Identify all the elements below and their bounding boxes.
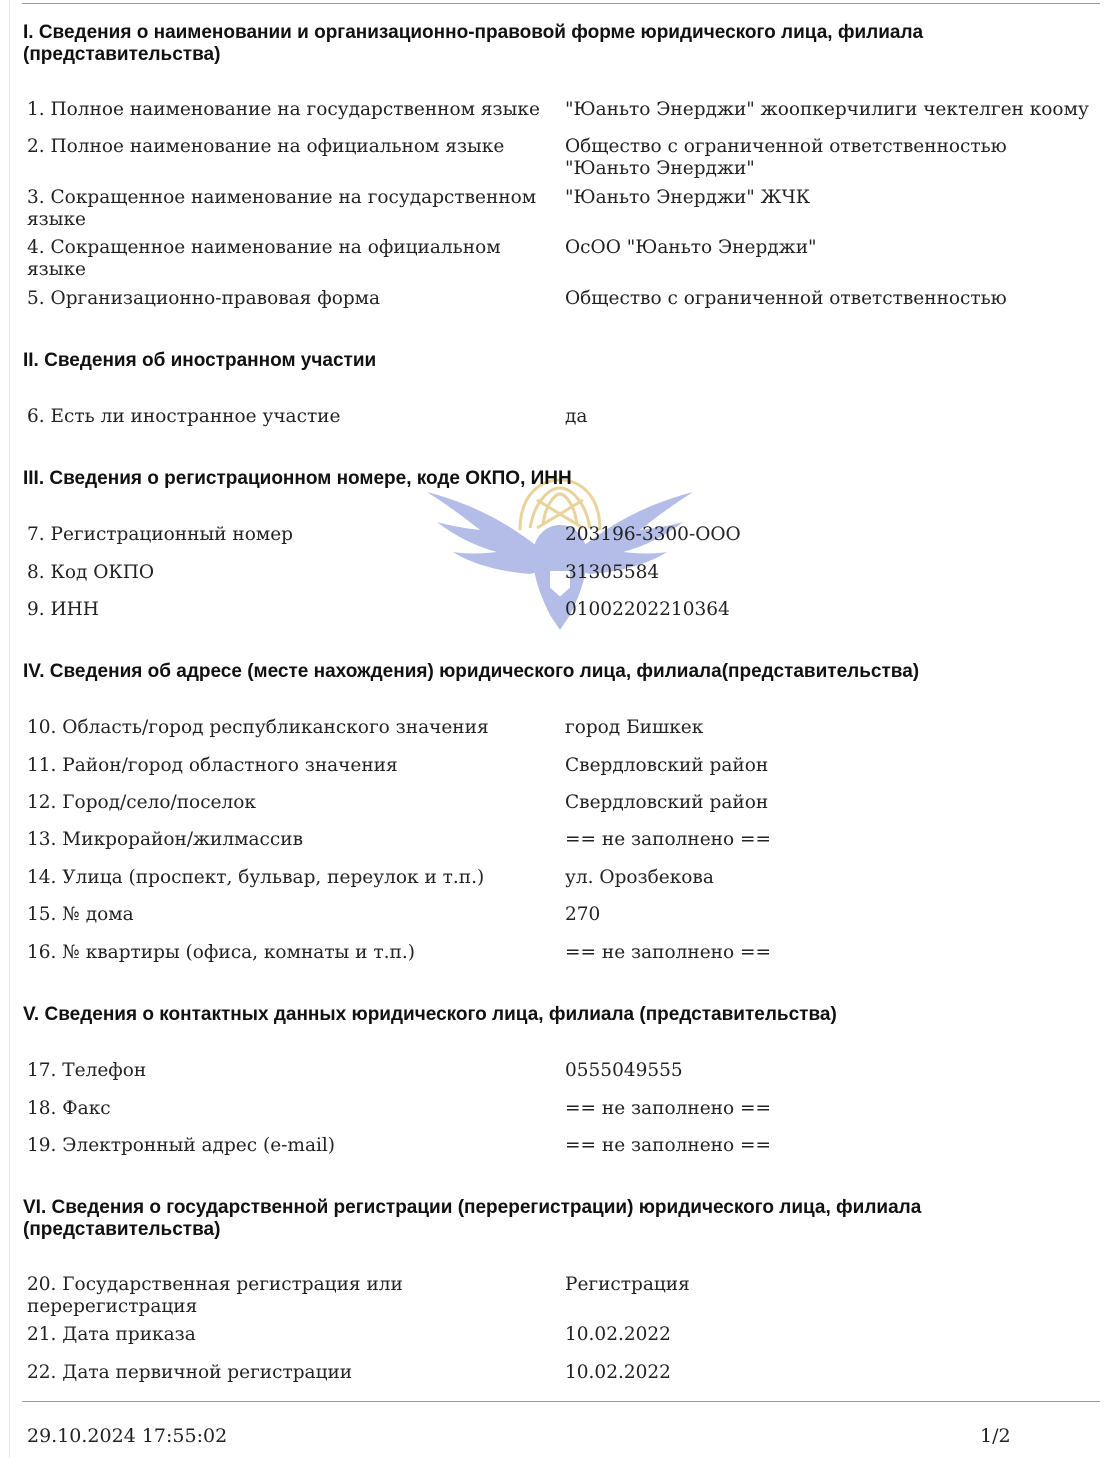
field-label: 3. Сокращенное наименование на государственном языке xyxy=(27,187,537,230)
field-value: ул. Орозбекова xyxy=(565,867,714,888)
footer-rule xyxy=(22,1401,1100,1402)
top-rule xyxy=(22,3,1100,4)
field-value: == не заполнено == xyxy=(565,1135,772,1156)
print-datetime: 29.10.2024 17:55:02 xyxy=(27,1425,228,1447)
page-number: 1/2 xyxy=(980,1425,1011,1447)
section-heading-5: V. Сведения о контактных данных юридического лица, филиала (представительства) xyxy=(23,1004,837,1025)
field-label: 9. ИНН xyxy=(27,599,99,620)
field-label: 22. Дата первичной регистрации xyxy=(27,1362,353,1383)
field-value: "Юаньто Энерджи" жоопкерчилиги чектелген коому xyxy=(565,99,1089,120)
field-label: 13. Микрорайон/жилмассив xyxy=(27,829,304,850)
section-heading-2: II. Сведения об иностранном участии xyxy=(23,350,377,371)
field-value: 203196-3300-ООО xyxy=(565,524,741,545)
field-value: == не заполнено == xyxy=(565,1098,772,1119)
field-label: 7. Регистрационный номер xyxy=(27,524,294,545)
field-value: 10.02.2022 xyxy=(565,1362,671,1383)
section-heading-3: III. Сведения о регистрационном номере, коде ОКПО, ИНН xyxy=(23,468,572,489)
field-label: 18. Факс xyxy=(27,1098,111,1119)
field-value: да xyxy=(565,406,588,427)
field-value: ОсОО "Юаньто Энерджи" xyxy=(565,237,817,258)
field-value: Свердловский район xyxy=(565,755,769,776)
field-label: 14. Улица (проспект, бульвар, переулок и т.п.) xyxy=(27,867,485,888)
section-heading-4: IV. Сведения об адресе (месте нахождения) юридического лица, филиала(представительства) xyxy=(23,661,920,682)
field-label: 19. Электронный адрес (e-mail) xyxy=(27,1135,336,1156)
field-value: Общество с ограниченной ответственностью xyxy=(565,288,1007,309)
field-label: 2. Полное наименование на официальном языке xyxy=(27,136,505,157)
section-heading-1: I. Сведения о наименовании и организационно-правовой форме юридического лица, филиала (представительства) xyxy=(23,22,924,65)
field-value: Общество с ограниченной ответственностью "Юаньто Энерджи" xyxy=(565,136,1007,179)
field-value: == не заполнено == xyxy=(565,942,772,963)
field-value: Свердловский район xyxy=(565,792,769,813)
page-edge xyxy=(9,0,10,1458)
field-label: 20. Государственная регистрация или перерегистрация xyxy=(27,1274,403,1317)
field-label: 12. Город/село/поселок xyxy=(27,792,256,813)
field-label: 15. № дома xyxy=(27,904,134,925)
field-label: 6. Есть ли иностранное участие xyxy=(27,406,341,427)
field-value: 0555049555 xyxy=(565,1060,683,1081)
field-label: 16. № квартиры (офиса, комнаты и т.п.) xyxy=(27,942,415,963)
field-value: город Бишкек xyxy=(565,717,704,738)
field-value: 270 xyxy=(565,904,601,925)
field-label: 5. Организационно-правовая форма xyxy=(27,288,381,309)
field-label: 10. Область/город республиканского значения xyxy=(27,717,489,738)
field-value: 01002202210364 xyxy=(565,599,730,620)
field-label: 21. Дата приказа xyxy=(27,1324,196,1345)
section-heading-6: VI. Сведения о государственной регистрации (перерегистрации) юридического лица, филиала (представительства) xyxy=(23,1197,922,1240)
field-label: 11. Район/город областного значения xyxy=(27,755,398,776)
field-label: 4. Сокращенное наименование на официальном языке xyxy=(27,237,501,280)
field-label: 17. Телефон xyxy=(27,1060,147,1081)
field-value: 31305584 xyxy=(565,562,660,583)
field-label: 1. Полное наименование на государственном языке xyxy=(27,99,540,120)
field-value: 10.02.2022 xyxy=(565,1324,671,1345)
field-label: 8. Код ОКПО xyxy=(27,562,155,583)
field-value: Регистрация xyxy=(565,1274,690,1295)
field-value: == не заполнено == xyxy=(565,829,772,850)
field-value: "Юаньто Энерджи" ЖЧК xyxy=(565,187,811,208)
